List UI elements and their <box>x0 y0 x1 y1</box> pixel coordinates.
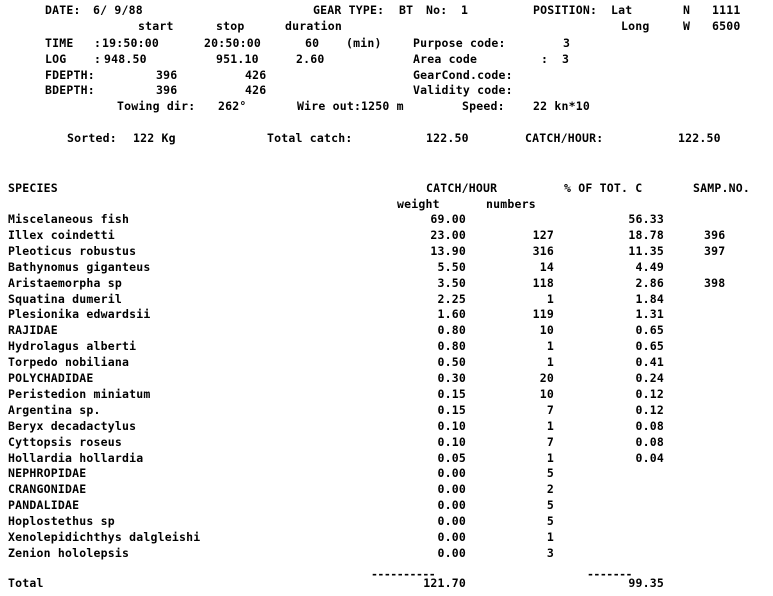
fdepth-stop: 426 <box>245 68 267 82</box>
species-numbers: 7 <box>546 435 554 449</box>
species-percent: 0.65 <box>635 339 664 353</box>
column-duration-label: duration <box>285 19 342 33</box>
species-numbers: 119 <box>532 307 554 321</box>
gear-type-label: GEAR TYPE: <box>313 3 385 17</box>
species-percent: 0.12 <box>635 403 664 417</box>
column-start-label: start <box>138 19 174 33</box>
wire-out-value: 1250 m <box>361 99 404 113</box>
species-percent: 0.04 <box>635 451 664 465</box>
species-numbers: 14 <box>539 260 554 274</box>
species-column-header: SPECIES <box>8 181 58 195</box>
total-weight: 121.70 <box>423 576 466 590</box>
time-stop: 20:50:00 <box>204 36 261 50</box>
species-name: Hoplostethus sp <box>8 514 115 528</box>
species-name: Hydrolagus alberti <box>8 339 137 353</box>
species-name: RAJIDAE <box>8 323 58 337</box>
no-label: No: <box>426 3 448 17</box>
log-label: LOG <box>45 52 67 66</box>
time-unit: (min) <box>346 36 382 50</box>
species-weight: 69.00 <box>430 212 466 226</box>
species-weight: 23.00 <box>430 228 466 242</box>
total-label: Total <box>8 576 44 590</box>
species-weight: 5.50 <box>437 260 466 274</box>
species-weight: 3.50 <box>437 276 466 290</box>
species-numbers: 127 <box>532 228 554 242</box>
long-direction: W <box>683 19 691 33</box>
species-percent: 0.08 <box>635 435 664 449</box>
species-name: Zenion hololepsis <box>8 546 130 560</box>
column-stop-label: stop <box>216 19 245 33</box>
species-name: Bathynomus giganteus <box>8 260 151 274</box>
species-numbers: 1 <box>546 451 554 465</box>
validity-code-label: Validity code: <box>413 83 513 97</box>
total-catch-label: Total catch: <box>267 131 353 145</box>
total-percent: 99.35 <box>628 576 664 590</box>
log-start: 948.50 <box>104 52 147 66</box>
species-numbers: 1 <box>546 419 554 433</box>
species-weight: 0.00 <box>437 498 466 512</box>
long-value: 6500 <box>712 19 741 33</box>
towing-dir-label: Towing dir: <box>117 99 196 113</box>
species-percent: 11.35 <box>628 244 664 258</box>
species-numbers: 5 <box>546 466 554 480</box>
species-weight: 0.10 <box>437 419 466 433</box>
total-catch-value: 122.50 <box>426 131 469 145</box>
species-numbers: 3 <box>546 546 554 560</box>
weight-total-rule: ---------- <box>371 567 436 581</box>
sorted-label: Sorted: <box>67 131 117 145</box>
speed-label: Speed: <box>462 99 505 113</box>
sorted-value: 122 Kg <box>133 131 176 145</box>
wire-out-label: Wire out: <box>297 99 362 113</box>
long-label: Long <box>621 19 650 33</box>
species-weight: 0.80 <box>437 339 466 353</box>
species-name: NEPHROPIDAE <box>8 466 87 480</box>
lat-direction: N <box>683 3 691 17</box>
species-weight: 0.15 <box>437 403 466 417</box>
species-numbers: 1 <box>546 530 554 544</box>
date-value: 6/ 9/88 <box>93 3 143 17</box>
catch-hour-value: 122.50 <box>678 131 721 145</box>
percent-total-rule: ------- <box>587 567 632 581</box>
species-weight: 1.60 <box>437 307 466 321</box>
species-percent: 56.33 <box>628 212 664 226</box>
catch-hour-column-header: CATCH/HOUR <box>426 181 498 195</box>
catch-hour-label: CATCH/HOUR: <box>525 131 604 145</box>
species-numbers: 20 <box>539 371 554 385</box>
bdepth-start: 396 <box>156 83 178 97</box>
species-numbers: 5 <box>546 514 554 528</box>
species-percent: 0.08 <box>635 419 664 433</box>
percent-total-column-header: % OF TOT. C <box>564 181 643 195</box>
bdepth-stop: 426 <box>245 83 267 97</box>
numbers-subheader: numbers <box>486 197 536 211</box>
species-name: Miscelaneous fish <box>8 212 130 226</box>
species-percent: 1.31 <box>635 307 664 321</box>
weight-subheader: weight <box>397 197 440 211</box>
towing-dir-value: 262° <box>218 99 247 113</box>
species-numbers: 2 <box>546 482 554 496</box>
species-numbers: 1 <box>546 355 554 369</box>
sample-number-column-header: SAMP.NO. <box>693 181 750 195</box>
species-name: Cyttopsis roseus <box>8 435 122 449</box>
area-code-value: 3 <box>562 52 570 66</box>
species-numbers: 10 <box>539 387 554 401</box>
species-weight: 0.00 <box>437 482 466 496</box>
species-percent: 0.24 <box>635 371 664 385</box>
species-name: Torpedo nobiliana <box>8 355 130 369</box>
gearcond-code-label: GearCond.code: <box>413 68 513 82</box>
species-name: CRANGONIDAE <box>8 482 87 496</box>
species-numbers: 1 <box>546 292 554 306</box>
bdepth-label: BDEPTH: <box>45 83 95 97</box>
species-numbers: 5 <box>546 498 554 512</box>
position-label: POSITION: <box>533 3 598 17</box>
log-duration: 2.60 <box>296 52 325 66</box>
time-duration: 60 <box>305 36 320 50</box>
species-weight: 0.00 <box>437 546 466 560</box>
species-weight: 13.90 <box>430 244 466 258</box>
species-name: Illex coindetti <box>8 228 115 242</box>
species-numbers: 10 <box>539 323 554 337</box>
species-name: Argentina sp. <box>8 403 101 417</box>
gear-type-value: BT <box>399 3 414 17</box>
log-stop: 951.10 <box>216 52 259 66</box>
species-sample-number: 397 <box>704 244 726 258</box>
time-colon: : <box>94 36 102 50</box>
time-start: 19:50:00 <box>102 36 159 50</box>
species-name: Plesionika edwardsii <box>8 307 151 321</box>
species-percent: 0.12 <box>635 387 664 401</box>
species-name: Peristedion miniatum <box>8 387 151 401</box>
species-percent: 2.86 <box>635 276 664 290</box>
time-label: TIME <box>45 36 74 50</box>
lat-value: 1111 <box>712 3 741 17</box>
species-weight: 0.00 <box>437 514 466 528</box>
species-name: Pleoticus robustus <box>8 244 137 258</box>
area-code-colon: : <box>541 52 549 66</box>
species-numbers: 7 <box>546 403 554 417</box>
species-numbers: 118 <box>532 276 554 290</box>
species-numbers: 316 <box>532 244 554 258</box>
species-name: Aristaemorpha sp <box>8 276 122 290</box>
fdepth-label: FDEPTH: <box>45 68 95 82</box>
species-percent: 18.78 <box>628 228 664 242</box>
date-label: DATE: <box>45 3 81 17</box>
log-colon: : <box>94 52 102 66</box>
species-weight: 0.00 <box>437 466 466 480</box>
species-weight: 0.50 <box>437 355 466 369</box>
species-weight: 0.00 <box>437 530 466 544</box>
speed-value: 22 kn*10 <box>533 99 590 113</box>
area-code-label: Area code <box>413 52 478 66</box>
purpose-code-value: 3 <box>563 36 571 50</box>
species-name: Hollardia hollardia <box>8 451 144 465</box>
species-weight: 0.05 <box>437 451 466 465</box>
species-weight: 0.10 <box>437 435 466 449</box>
species-weight: 0.80 <box>437 323 466 337</box>
species-percent: 1.84 <box>635 292 664 306</box>
species-weight: 0.30 <box>437 371 466 385</box>
species-name: Beryx decadactylus <box>8 419 137 433</box>
species-weight: 0.15 <box>437 387 466 401</box>
species-name: POLYCHADIDAE <box>8 371 94 385</box>
species-name: Xenolepidichthys dalgleishi <box>8 530 201 544</box>
species-name: Squatina dumeril <box>8 292 122 306</box>
species-sample-number: 396 <box>704 228 726 242</box>
no-value: 1 <box>461 3 469 17</box>
fdepth-start: 396 <box>156 68 178 82</box>
species-percent: 4.49 <box>635 260 664 274</box>
purpose-code-label: Purpose code: <box>413 36 506 50</box>
lat-label: Lat <box>611 3 633 17</box>
species-name: PANDALIDAE <box>8 498 80 512</box>
species-percent: 0.41 <box>635 355 664 369</box>
species-weight: 2.25 <box>437 292 466 306</box>
species-numbers: 1 <box>546 339 554 353</box>
species-percent: 0.65 <box>635 323 664 337</box>
species-sample-number: 398 <box>704 276 726 290</box>
